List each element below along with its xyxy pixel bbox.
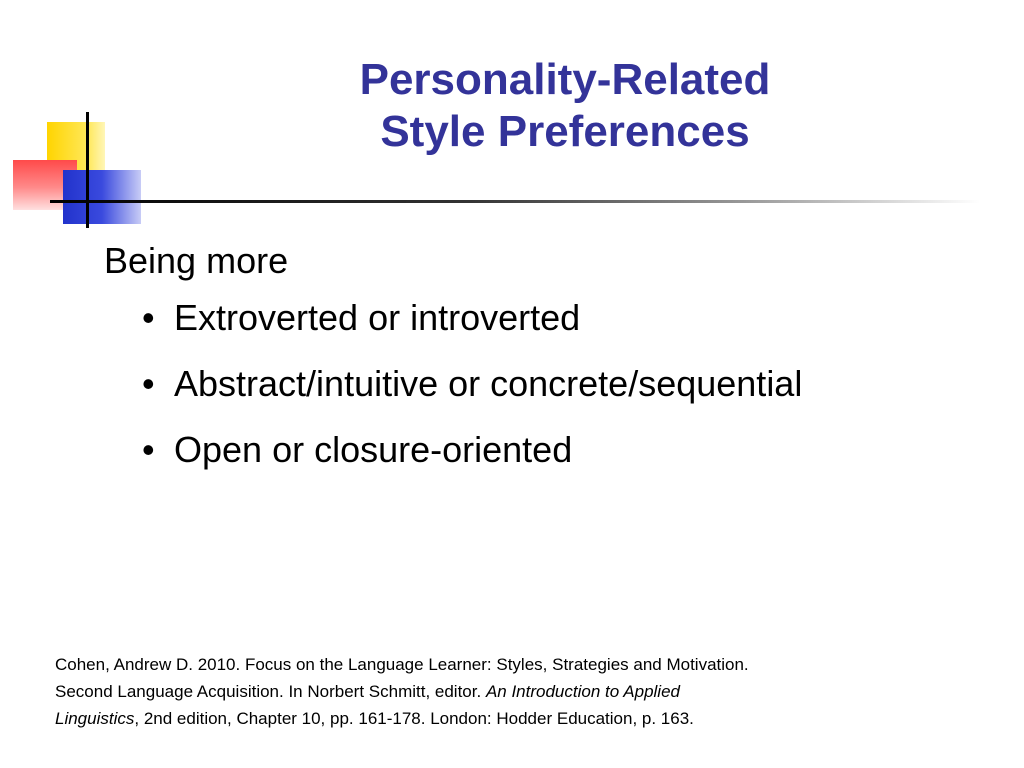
bullet-text: Open or closure-oriented	[174, 429, 573, 470]
slide-title	[300, 54, 830, 158]
bullet-item	[142, 362, 1004, 406]
bullet-text: Abstract/intuitive or concrete/sequential	[174, 363, 803, 404]
citation-book-title-part-1: An Introduction to Applied	[485, 682, 680, 701]
citation-book-title-part-2: Linguistics	[55, 709, 135, 728]
citation-line-2-plain: Second Language Acquisition. In Norbert Schmitt, editor.	[55, 682, 486, 701]
bullet-list	[104, 296, 1004, 472]
citation-line-1: Cohen, Andrew D. 2010. Focus on the Language Learner: Styles, Strategies and Motivation.	[55, 655, 749, 674]
blue-square	[63, 170, 141, 224]
bullet-icon: •	[142, 363, 155, 404]
citation	[55, 651, 1005, 732]
title-line-2: Style Preferences	[380, 107, 750, 156]
title-line-1: Personality-Related	[359, 55, 771, 104]
bullet-item	[142, 428, 1004, 472]
bullet-icon: •	[142, 429, 155, 470]
citation-line-3	[55, 705, 1005, 732]
bullet-icon: •	[142, 297, 155, 338]
bullet-item	[142, 296, 1004, 340]
slide-body	[104, 236, 1004, 494]
citation-line-3-plain: , 2nd edition, Chapter 10, pp. 161-178. London: Hodder Education, p. 163.	[134, 709, 694, 728]
bullet-text: Extroverted or introverted	[174, 297, 581, 338]
lead-text: Being more	[104, 240, 289, 281]
vertical-rule	[86, 112, 89, 228]
corner-decoration	[0, 0, 160, 240]
citation-line-2	[55, 678, 1005, 705]
title-underline	[50, 200, 980, 203]
